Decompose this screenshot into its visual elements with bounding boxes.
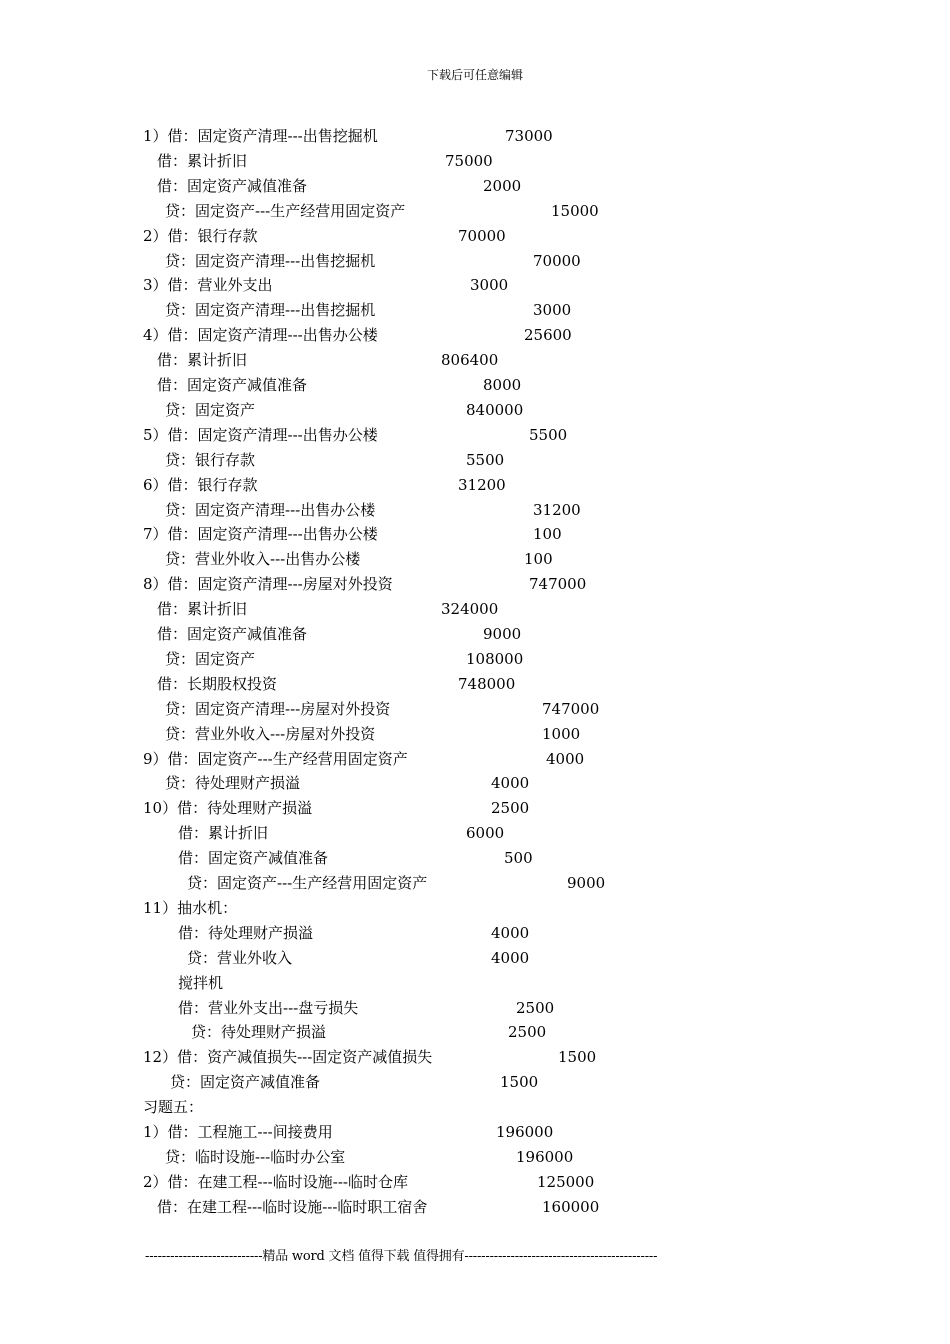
entry-amount: 25600 [524,326,572,345]
entry-account: 7）借：固定资产清理---出售办公楼 [143,525,378,544]
entry-line [0,847,950,869]
entry-account: 借：累计折旧 [178,824,269,843]
entry-line [0,772,950,794]
entry-amount: 2500 [508,1023,547,1042]
entry-line [0,324,950,346]
entry-line [0,1171,950,1193]
entry-line [0,150,950,172]
entry-amount: 9000 [567,874,606,892]
entry-account: 搅拌机 [178,973,224,992]
entry-line [0,997,950,1019]
entry-line [0,299,950,321]
entry-account: 贷：固定资产清理---出售办公楼 [165,500,376,519]
entry-line [0,797,950,819]
page-header: 下载后可任意编辑 [426,68,523,82]
entry-amount: 6000 [466,824,505,843]
entry-amount: 31200 [533,500,581,519]
entry-amount: 5500 [529,425,568,444]
entry-line [0,374,950,396]
entry-amount: 160000 [542,1197,600,1216]
entry-amount: 1000 [542,724,581,743]
entry-account: 贷：固定资产 [165,649,256,668]
entry-amount: 2500 [491,799,530,818]
entry-line [0,424,950,446]
entry-line [0,274,950,296]
entry-account: 5）借：固定资产清理---出售办公楼 [143,425,378,444]
entry-amount: 3000 [470,276,509,295]
entry-account: 10）借：待处理财产损溢 [143,799,313,818]
entry-line [0,1096,950,1118]
entry-account: 贷：固定资产清理---房屋对外投资 [165,699,391,718]
entry-account: 贷：固定资产---生产经营用固定资产 [165,201,406,220]
entry-line [0,648,950,670]
entry-account: 借：累计折旧 [157,600,248,619]
entry-amount: 2000 [483,176,522,195]
entry-line [0,548,950,570]
entry-account: 贷：固定资产减值准备 [170,1073,321,1092]
entry-account: 1）借：工程施工---间接费用 [143,1123,333,1141]
entry-amount: 2500 [516,998,555,1017]
entry-amount: 324000 [441,600,499,619]
entry-amount: 15000 [551,201,599,220]
entry-amount: 840000 [466,400,524,419]
entry-amount: 1500 [500,1073,539,1092]
entry-amount: 3000 [533,301,572,320]
entry-line [0,1121,950,1143]
entry-account: 8）借：固定资产清理---房屋对外投资 [143,575,393,594]
entry-account: 借：营业外支出---盘亏损失 [178,998,359,1017]
entry-amount: 806400 [441,351,499,370]
entry-amount: 5500 [466,450,505,469]
entry-account: 2）借：银行存款 [143,226,258,245]
entry-amount: 4000 [546,749,585,768]
entry-line [0,250,950,272]
entry-line [0,748,950,770]
entry-line [0,1146,950,1168]
entry-account: 贷：待处理财产损溢 [191,1023,327,1042]
entry-account: 借：在建工程---临时设施---临时职工宿舍 [157,1197,428,1216]
entry-account: 9）借：固定资产---生产经营用固定资产 [143,749,408,768]
entry-amount: 70000 [533,251,581,270]
entry-amount: 75000 [445,151,493,170]
entry-amount: 73000 [505,127,553,145]
entry-amount: 4000 [491,923,530,942]
entry-amount: 100 [524,550,553,569]
entry-amount: 747000 [542,699,600,718]
entry-line [0,623,950,645]
entry-account: 贷：固定资产---生产经营用固定资产 [187,874,428,892]
entry-account: 贷：营业外收入---出售办公楼 [165,550,361,569]
entry-amount: 31200 [458,475,506,494]
entry-amount: 196000 [496,1123,554,1141]
entry-amount: 108000 [466,649,524,668]
entry-amount: 8000 [483,376,522,394]
entry-line [0,523,950,545]
entry-account: 贷：营业外收入 [187,948,293,967]
entry-line [0,1196,950,1218]
entry-line [0,922,950,944]
entry-line [0,474,950,496]
entry-line [0,698,950,720]
entry-account: 借：长期股权投资 [157,674,278,693]
entry-amount: 9000 [483,625,522,643]
entry-account: 借：固定资产减值准备 [178,849,329,868]
entry-account: 借：固定资产减值准备 [157,376,308,394]
entry-line [0,349,950,371]
entry-line [0,897,950,919]
entry-amount: 1500 [558,1048,597,1067]
entry-line [0,573,950,595]
entry-account: 贷：临时设施---临时办公室 [165,1147,346,1166]
entry-account: 贷：固定资产清理---出售挖掘机 [165,251,376,270]
entry-line [0,499,950,521]
entry-line [0,598,950,620]
entry-account: 3）借：营业外支出 [143,276,273,295]
entry-line [0,1071,950,1093]
entry-line [0,1046,950,1068]
entry-account: 借：固定资产减值准备 [157,176,308,195]
entry-amount: 4000 [491,774,530,793]
entry-line [0,947,950,969]
entry-line [0,872,950,894]
entry-line [0,125,950,147]
entry-line [0,723,950,745]
entry-account: 借：待处理财产损溢 [178,923,314,942]
entry-account: 贷：固定资产 [165,400,256,419]
entry-account: 11）抽水机： [143,898,238,917]
page-footer: ----------------------------精品 word 文档 值得下载 值得拥有---------------------------------------------- [145,1249,658,1264]
entry-account: 4）借：固定资产清理---出售办公楼 [143,326,378,345]
entry-account: 1）借：固定资产清理---出售挖掘机 [143,127,378,145]
entry-line [0,822,950,844]
entry-amount: 4000 [491,948,530,967]
entry-amount: 125000 [537,1172,595,1191]
entry-line [0,1021,950,1043]
entry-line [0,225,950,247]
entry-account: 借：累计折旧 [157,351,248,370]
entry-amount: 70000 [458,226,506,245]
entry-line [0,399,950,421]
entry-account: 6）借：银行存款 [143,475,258,494]
entry-account: 习题五： [143,1098,204,1117]
entry-amount: 748000 [458,674,516,693]
entry-line [0,972,950,994]
entry-account: 贷：固定资产清理---出售挖掘机 [165,301,376,320]
entry-account: 贷：待处理财产损溢 [165,774,301,793]
entry-account: 2）借：在建工程---临时设施---临时仓库 [143,1172,408,1191]
entry-amount: 747000 [529,575,587,594]
entry-amount: 500 [504,849,533,868]
entry-account: 12）借：资产减值损失---固定资产减值损失 [143,1048,433,1067]
entry-amount: 100 [533,525,562,544]
entry-line [0,175,950,197]
entry-account: 借：累计折旧 [157,151,248,170]
entry-account: 贷：营业外收入---房屋对外投资 [165,724,376,743]
entry-line [0,673,950,695]
entry-line [0,200,950,222]
entry-account: 借：固定资产减值准备 [157,625,308,643]
entry-account: 贷：银行存款 [165,450,256,469]
entry-line [0,449,950,471]
entry-amount: 196000 [516,1147,574,1166]
